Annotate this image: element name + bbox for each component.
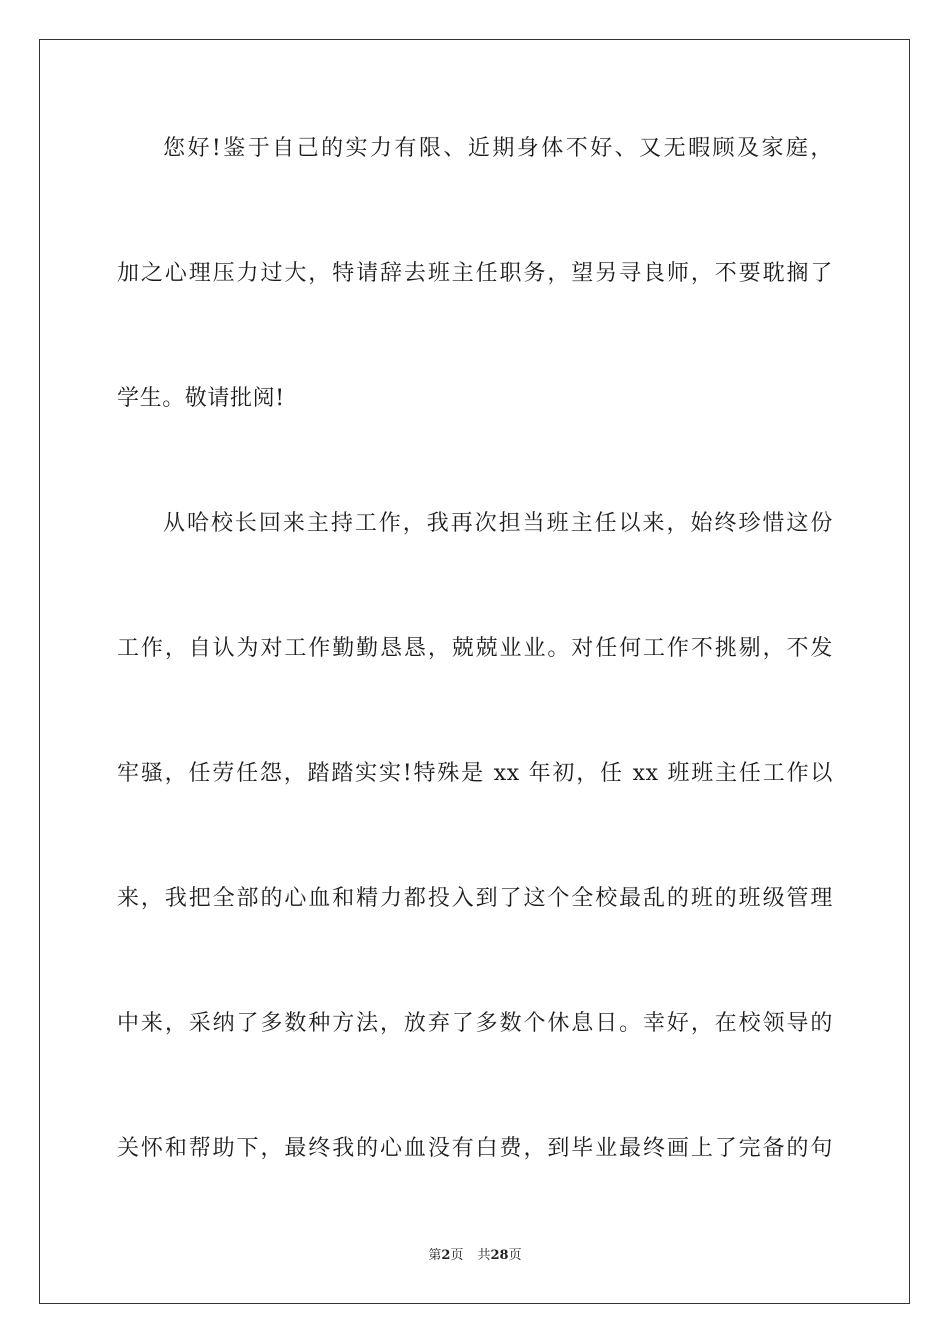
- paragraph-2-line-6: 关怀和帮助下，最终我的心血没有白费，到毕业最终画上了完备的句: [117, 1136, 833, 1161]
- total-pages: 28: [490, 1248, 509, 1263]
- paragraph-2-line-4: 来，我把全部的心血和精力都投入到了这个全校最乱的班的班级管理: [117, 886, 833, 911]
- paragraph-2-line-3: 牢骚，任劳任怨，踏踏实实!特殊是 xx 年初，任 xx 班班主任工作以: [117, 761, 833, 786]
- paragraph-2-line-1: 从哈校长回来主持工作，我再次担当班主任以来，始终珍惜这份: [163, 511, 833, 536]
- paragraph-2-line-5: 中来，采纳了多数种方法，放弃了多数个休息日。幸好，在校领导的: [117, 1011, 833, 1036]
- page-prefix: 第: [428, 1248, 442, 1263]
- page-number: 2: [441, 1248, 451, 1263]
- page-border: [39, 39, 910, 1304]
- total-prefix: 共: [477, 1248, 491, 1263]
- paragraph-1-line-1: 您好!鉴于自己的实力有限、近期身体不好、又无暇顾及家庭，: [163, 136, 833, 161]
- paragraph-1-line-2: 加之心理压力过大，特请辞去班主任职务，望另寻良师，不要耽搁了: [117, 261, 833, 286]
- paragraph-2-line-2: 工作，自认为对工作勤勤恳恳，兢兢业业。对任何工作不挑剔，不发: [117, 636, 833, 661]
- total-suffix: 页: [508, 1248, 522, 1263]
- paragraph-1-line-3: 学生。敬请批阅!: [117, 386, 285, 411]
- page-footer: [0, 1248, 950, 1264]
- page-suffix: 页: [450, 1248, 464, 1263]
